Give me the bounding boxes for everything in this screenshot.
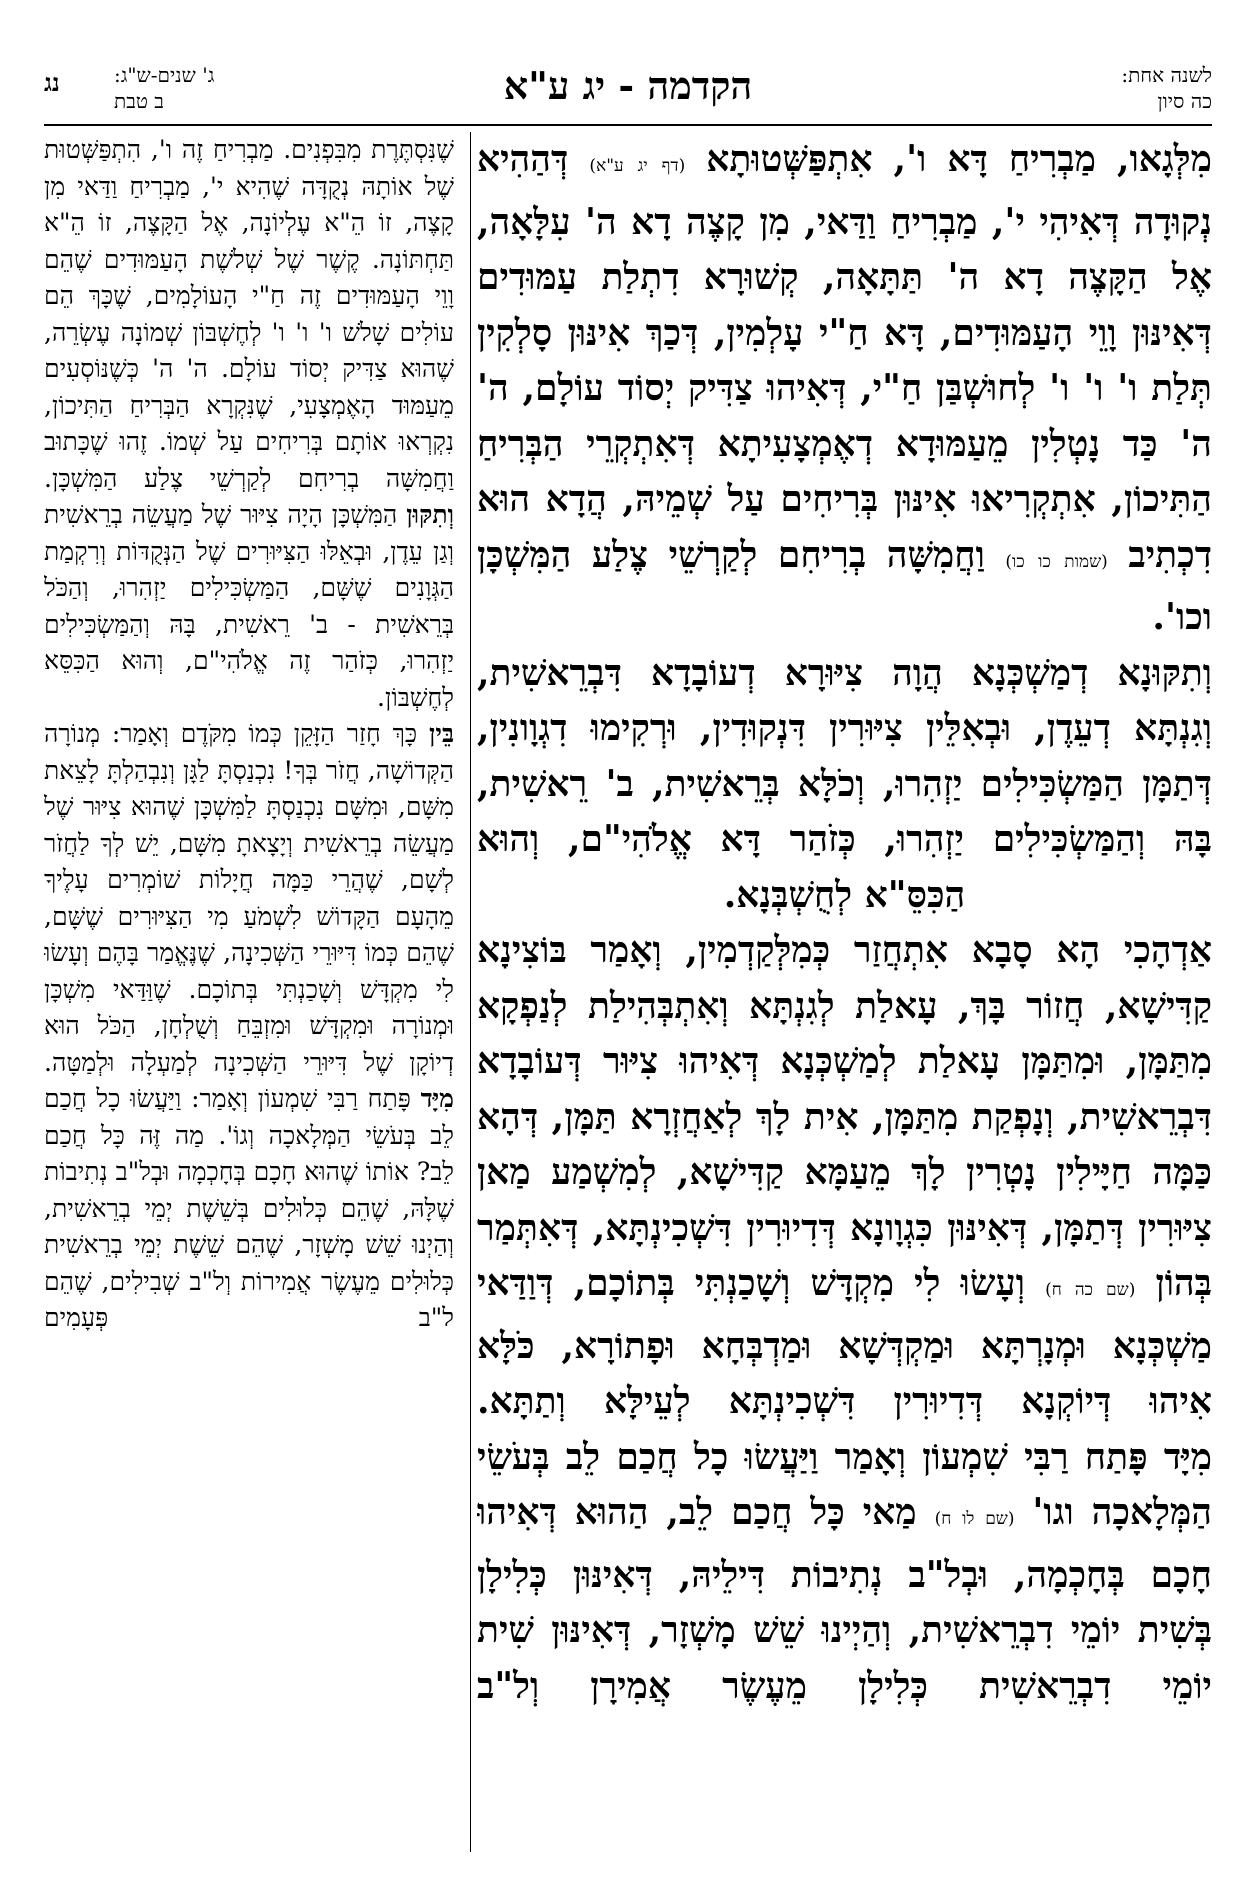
- main-text-span: מִלְּגָאו, מַבְרִיחַ דָּא ו', אִתְפַּשְּׁטוּתָא: [685, 138, 1212, 180]
- side-paragraph: [44, 716, 454, 1081]
- header-right-line1: לשנה אחת:: [1121, 63, 1212, 87]
- side-paragraph: [44, 1081, 454, 1337]
- main-text-span: וַחֲמִשָּׁה בְרִיחִם לְקַרְשֵׁי צֶלַע הַמִּשְׁכָּן וכו'.: [477, 533, 1212, 638]
- paragraph-lead-word: בֵּין: [429, 719, 454, 748]
- side-text-span: כָּךְ חָזַר הַזָּקֵן כְּמוֹ מִקֹּדֶם וְאָמַר: מְנוֹרָה הַקְּדוֹשָׁה, חֲזֹר בְּךָ! נִכְנַסְתָּ לַגָּן וְנִבְהַלְתָּ לָצֵאת מִשָּׁם, וּמִשָּׁם נִכְנַסְתָּ לַמִּשְׁכָּן שֶׁהוּא צִיּוּר שֶׁל מַעֲשֵׂה בְרֵאשִׁית וְיָצָאתָ מִשָּׁם, יֵשׁ לְךָ לַחֲזֹר לְשָׁם, שֶׁהֲרֵי כַּמָּה חֲיָלוֹת שׁוֹמְרִים עָלֶיךָ מֵהָעָם הַקָּדוֹשׁ לִשְׁמֹעַ מִי הַצִּיּוּרִים שֶׁשָּׁם, שֶׁהֵם כְּמוֹ דִּיּוּרֵי הַשְּׁכִינָה, שֶׁנֶּאֱמַר בָּהֶם וְעָשׂוּ לִי מִקְדָּשׁ וְשָׁכַנְתִּי בְּתוֹכָם. שֶׁוַּדַּאי מִשְׁכָּן וּמְנוֹרָה וּמִקְדָּשׁ וּמִזְבֵּחַ וְשֻׁלְחָן, הַכֹּל הוּא דְיוֹקָן שֶׁל דִּיּוּרֵי הַשְּׁכִינָה לְמַעְלָה וּלְמַטָּה.: [44, 719, 454, 1077]
- header-rule: [44, 124, 1212, 126]
- side-paragraph: [44, 497, 454, 716]
- main-paragraph: [477, 923, 1212, 1430]
- translation-column: [44, 132, 454, 1852]
- side-text-span: פָּתַח רַבִּי שִׁמְעוֹן וְאָמַר: וַיַּעֲשׂוּ כָל חֲכַם לֵב בְּעֹשֵׂי הַמְּלָאכָה וְגוֹ'. מַה זֶּה כָּל חֲכַם לֵב? אוֹתוֹ שֶׁהוּא חָכָם בְּחָכְמָה וּבְל"ב נְתִיבוֹת שֶׁלָּהּ, שֶׁהֵם כְּלוּלִים בְּשֵׁשֶׁת יְמֵי בְרֵאשִׁית, וְהַיְנוּ שֵׁשׁ מָשְׁזָר, שֶׁהֵם שֵׁשֶׁת יְמֵי בְרֵאשִׁית כְּלוּלִים מֵעֶשֶׂר אֲמִירוֹת וְל"ב שְׁבִילִים, שֶׁהֵם ל"ב פְּעָמִים: [44, 1084, 454, 1332]
- source-reference: (שמות כו כו): [1005, 551, 1108, 572]
- main-paragraph: וְתִקּוּנָא דְמַשְׁכְּנָא הֲוָה צִיּוּרָא דְעוֹבָדָא דִּבְרֵאשִׁית, וְגִנְתָּא דְעֵדֶן, וּבְאִלֵּין צִיּוּרִין דִּנְקוּדִין, וּרְקִימוּ דִגְוָונִין, דְּתַמָּן הַמַּשְׂכִּילִים יַזְהִרוּ, וְכֹלָּא בְּרֵאשִׁית, ב' רֵאשִׁית, בָּהּ וְהַמַּשְׂכִּילִים יַזְהִרוּ, כְּזֹהַר דָּא אֱלֹהִי"ם, וְהוּא הַכִּסֵּ"א לְחֻשְׁבְּנָא.: [477, 651, 1212, 916]
- main-paragraph: [477, 132, 1212, 646]
- header-left: [114, 62, 214, 114]
- source-reference: (שם לו ח): [934, 1509, 1015, 1529]
- side-text-span: הַמִּשְׁכָּן הָיָה צִיּוּר שֶׁל מַעֲשֵׂה בְרֵאשִׁית וְגַן עֵדֶן, וּבְאֵלּוּ הַצִּיּוּרִים שֶׁל הַנְּקֻדּוֹת וְרִקְמַת הַגְּוָנִים שֶׁשָּׁם, הַמַּשְׂכִּילִים יַזְהִרוּ, וְהַכֹּל בְּרֵאשִׁית - ב' רֵאשִׁית, בָּהּ וְהַמַּשְׂכִּילִים יַזְהִרוּ, כְּזֹהַר זֶה אֱלֹהִי"ם, וְהוּא הַכִּסֵּא לְחֶשְׁבּוֹן.: [44, 500, 454, 712]
- header-left-line1: ג' שנים-ש"ג:: [114, 63, 215, 87]
- page-header: [44, 62, 1212, 118]
- paragraph-lead-word: וְתִקּוּן: [406, 500, 454, 529]
- paragraph-lead-word: מִיָּד: [420, 1084, 454, 1113]
- source-reference: (שם כה ח): [1045, 1280, 1136, 1300]
- page-title: הקדמה - יג ע"א: [503, 63, 753, 108]
- main-text-span: מַאי כָּל חֲכַם לֵב, הַהוּא דְּאִיהוּ חָכָם בְּחָכְמָה, וּבְל"ב נְתִיבוֹת דִּילֵיהּ, דְּאִינּוּן כְּלִילָן בְּשִׁית יוֹמֵי דִבְרֵאשִׁית, וְהַיְינוּ שֵׁשׁ מָשְׁזָר, דְּאִינּוּן שִׁית יוֹמֵי דִבְרֵאשִׁית כְּלִילָן מֵעֶשֶׂר אֲמִירָן וְל"ב: [477, 1491, 1212, 1707]
- header-right-line2: כה סיון: [1157, 89, 1212, 113]
- column-divider: [470, 132, 471, 1852]
- main-text-span: דְּהַהִיא נְקוּדָה דְּאִיהִי י', מַבְרִיחַ וַדַּאי, מִן קָצֶה דָא ה' עִלָּאָה, אֶל הַקָּצֶה דָא ה' תַּתָּאָה, קְשׁוּרָא דִתְלַת עַמּוּדִים דְּאִינּוּן וָוֵי הָעַמּוּדִים, דָּא חַ"י עָלְמִין, דְּכַךְ אִינּוּן סָלְקִין תְּלַת ו' ו' ו' לְחוּשְׁבַּן חַ"י, דְּאִיהוּ צַדִּיק יְסוֹד עוֹלָם, ה' ה' כַּד נָטְלִין מֵעַמּוּדָא דְאֶמְצָעִיתָא דְּאִתְקְרֵי הַבְּרִיחַ הַתִּיכוֹן, אִתְקְרִיאוּ אִינּוּן בְּרִיחִים עַל שְׁמֵיהּ, הֲדָא הוּא דִכְתִיב: [477, 138, 1212, 576]
- main-text-span: מִיָּד פָּתַח רַבִּי שִׁמְעוֹן וְאָמַר וַיַּעֲשׂוּ כָל חֲכַם לֵב בְּעֹשֵׂי הַמְּלָאכָה וגו': [477, 1435, 1212, 1533]
- main-text-span: וְעָשׂוּ לִי מִקְדָּשׁ וְשָׁכַנְתִּי בְּתוֹכָם, דְּוַדַּאי מַשְׁכְּנָא וּמְנָרְתָּא וּמַקְדְּשָׁא וּמַדְבְּחָא וּפָתוֹרָא, כֹּלָּא אִיהוּ דְּיוֹקְנָא דְּדִיוּרִין דִּשְׁכִינְתָּא לְעֵילָּא וְתַתָּא.: [477, 1262, 1212, 1422]
- main-column: [477, 132, 1212, 1852]
- source-reference: (דף יג ע"א): [589, 156, 686, 176]
- page-number: נג: [44, 68, 60, 97]
- main-paragraph: [477, 1430, 1212, 1715]
- main-text-span: אַדְהָכִי הָא סָבָא אִתְחֲזַר כְּמִלְּקַדְמִין, וְאָמַר בּוֹצִינָא קַדִּישָׁא, חֲזוֹר בָּךְ, עָאלַת לְגִנְתָּא וְאִתְבְּהִילַת לְנַפְקָא מִתַּמָּן, וּמִתַּמָּן עָאלַת לְמַשְׁכְּנָא דְּאִיהוּ צִיּוּר דְּעוֹבָדָא דִּבְרֵאשִׁית, וְנָפְקַת מִתַּמָּן, אִית לָךְ לְאַחֲזְרָא תַּמָּן, דְּהָא כַּמָּה חַיָּילִין נָטְרִין לָךְ מֵעַמָּא קַדִּישָׁא, לְמִשְׁמַע מַאן צִיּוּרִין דְּתַמָּן, דְּאִינּוּן כִּגְוָונָא דְּדִיוּרִין דִּשְׁכִינְתָּא, דְּאִתְּמַר בְּהוֹן: [477, 929, 1212, 1304]
- header-left-line2: ב טבת: [114, 89, 164, 113]
- side-paragraph: שֶׁנִּסְתֶּרֶת מִבִּפְנִים. מַבְרִיחַ זֶה ו', הִתְפַּשְּׁטוּת שֶׁל אוֹתָהּ נְקֻדָּה שֶׁהִיא י', מַבְרִיחַ וַדַּאי מִן קָצֶה, זוֹ הֵ"א עֶלְיוֹנָה, אֶל הַקָּצֶה, זוֹ הֵ"א תַּחְתּוֹנָה. קֶשֶׁר שֶׁל שְׁלֹשֶׁת הָעַמּוּדִים שֶׁהֵם וָוֵי הָעַמּוּדִים זֶה חַ"י הָעוֹלָמִים, שֶׁכָּךְ הֵם עוֹלִים שָׁלֹשׁ ו' ו' ו' לְחֶשְׁבּוֹן שְׁמוֹנָה עֶשְׂרֵה, שֶׁהוּא צַדִּיק יְסוֹד עוֹלָם. ה' ה' כְּשֶׁנּוֹסְעִים מֵעַמּוּד הָאֶמְצָעִי, שֶׁנִּקְרָא הַבְּרִיחַ הַתִּיכוֹן, נִקְרְאוּ אוֹתָם בְּרִיחִים עַל שְׁמוֹ. זֶהוּ שֶׁכָּתוּב וַחֲמִשָּׁה בְרִיחִם לְקַרְשֵׁי צֶלַע הַמִּשְׁכָּן.: [44, 135, 454, 493]
